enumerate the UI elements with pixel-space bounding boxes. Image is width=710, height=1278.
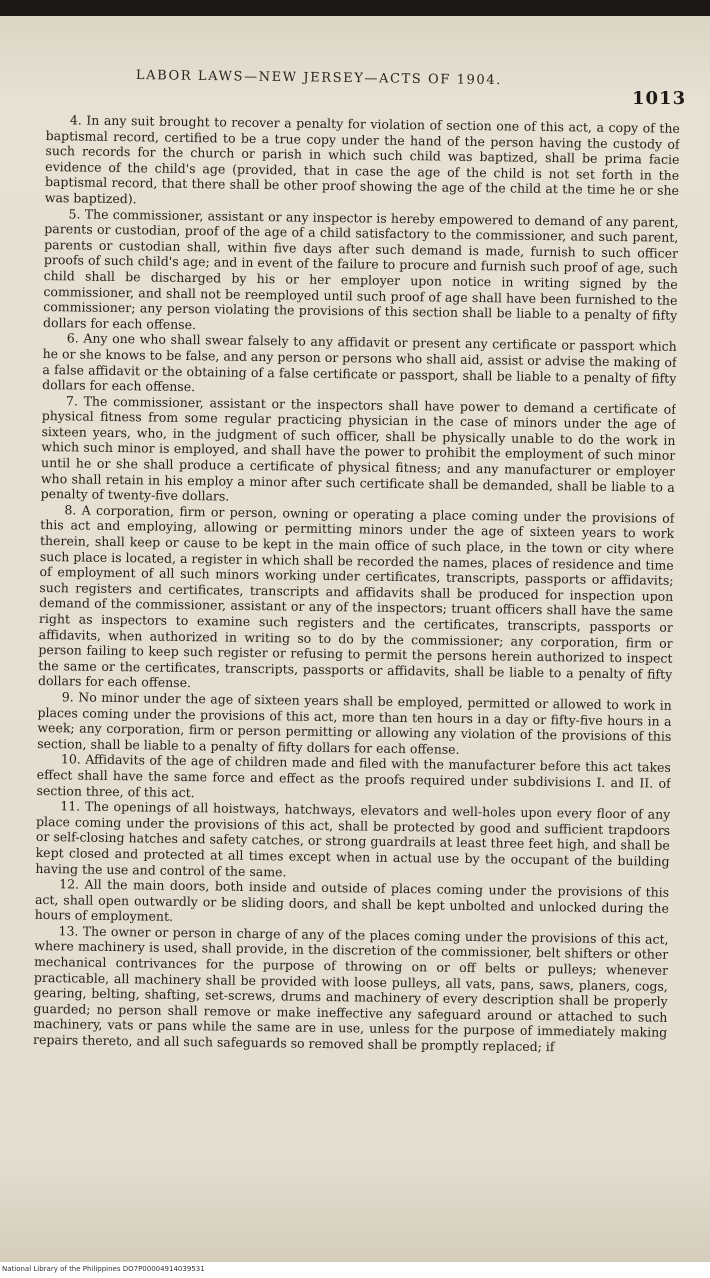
- section-10: 10. Affidavits of the age of children made and filed with the manufacturer before this act takes effect shall have the same force and effect as the proofs required under subdivisions I. and II. of section three, of this act.: [36, 751, 672, 800]
- section-5: 5. The commissioner, assistant or any inspector is hereby empowered to demand of any parent, parents or custodian, proof of the age of a child satisfactory to the commissioner, and such parent, parents or custodian shall, within five days after such demand is made, furnish to such officer proofs of such child's age; and in event of the failure to procure and furnish such proof of age, such child shall be discharged by his or her employer upon notice in writing signed by the commissioner, and shall not be reemployed until such proof of age shall have been furnished to the commissioner; any person violating the provisions of this section shall be liable to a penalty of fifty dollars for each offense.: [42, 205, 679, 332]
- scan-top-edge: [0, 0, 710, 16]
- running-head: LABOR LAWS—NEW JERSEY—ACTS OF 1904.: [135, 68, 503, 89]
- section-11: 11. The openings of all hoistways, hatchways, elevators and well-holes upon every floor of any place coming under the provisions of this act, shall be protected by good and sufficient trapdoors or self-closing hatches and safety catches, or strong guardrails at least three feet high, and shall be kept closed and protected at all times except when in actual use by the occupant of the building having the use and control of the same.: [35, 798, 671, 879]
- section-9: 9. No minor under the age of sixteen years shall be employed, permitted or allowed to work in places coming under the provisions of this act, more than ten hours in a day or fifty-five hours in a week; any corporation, firm or person permitting or allowing any violation of the provisions of this section, shall be liable to a penalty of fifty dollars for each offense.: [37, 689, 672, 757]
- scan-footer: [0, 1262, 710, 1278]
- page-number: 1013: [632, 88, 687, 109]
- body-text: [31, 112, 680, 1231]
- scan-credit: National Library of the Philippines DO7P00004914039531: [2, 1265, 205, 1273]
- section-13: 13. The owner or person in charge of any of the places coming under the provisions of this act, where machinery is used, shall provide, in the discretion of the commissioner, belt shifters or other mechanical contrivances for the purpose of throwing on or off belts or pulleys; whenever practicable, all machinery shall be provided with loose pulleys, all vats, pans, saws, planers, cogs, gearing, belting, shafting, set-screws, drums and machinery of every description shall be properly guarded; no person shall remove or make ineffective any safeguard around or attached to such machinery, vats or pans while the same are in use, unless for the purpose of immediately making repairs thereto, and all such safeguards so removed shall be promptly replaced; if: [32, 923, 669, 1055]
- section-8: 8. A corporation, firm or person, owning or operating a place coming under the provisions of this act and employing, allowing or permitting minors under the age of sixteen years to work therein, shall keep or cause to be kept in the main office of such place, in the town or city where such place is located, a register in which shall be recorded the names, places of residence and time of employment of all such minors working under certificates, transcripts, passports or affidavits; such registers and certificates, transcripts and affidavits shall be produced for inspection upon demand of the commissioner, assistant or any of the inspectors; truant officers shall have the same right as inspectors to examine such registers and the certificates, transcripts, passports or affidavits, when authorized in writing so to do by the commissioner; any corporation, firm or person failing to keep such register or refusing to permit the persons herein authorized to inspect the same or the certificates, transcripts, passports or affidavits, shall be liable to a penalty of fifty dollars for each offense.: [37, 502, 675, 691]
- section-6: 6. Any one who shall swear falsely to any affidavit or present any certificate or passport which he or she knows to be false, and any person or persons who shall aid, assist or advise the making of a false affidavit or the obtaining of a false certificate or passport, shall be liable to a penalty of fifty dollars for each offense.: [42, 330, 677, 395]
- section-4: 4. In any suit brought to recover a penalty for violation of section one of this act, a copy of the baptismal record, certified to be a true copy under the hand of the person having the custody of such records for the church or parish in which such child was baptized, shall be prima facie evidence of the child's age (provided, that in case the age of the child is not set forth in the baptismal record, that there shall be other proof showing the age of the child at the time he or she was baptized).: [44, 112, 680, 207]
- section-12: 12. All the main doors, both inside and outside of places coming under the provisions of this act, shall open outwardly or be sliding doors, and shall be kept unbolted and unlocked during the hours of employment.: [34, 876, 670, 925]
- section-7: 7. The commissioner, assistant or the inspectors shall have power to demand a certificate of physical fitness from some regular practicing physician in the case of minors under the age of sixteen years, who, in the judgment of such officer, shall be physically unable to do the work in which such minor is employed, and shall have the power to prohibit the employment of such minor until he or she shall produce a certificate of physical fitness; and any manufacturer or employer who shall retain in his employ a minor after such certificate shall be demanded, shall be liable to a penalty of twenty-five dollars.: [40, 392, 677, 504]
